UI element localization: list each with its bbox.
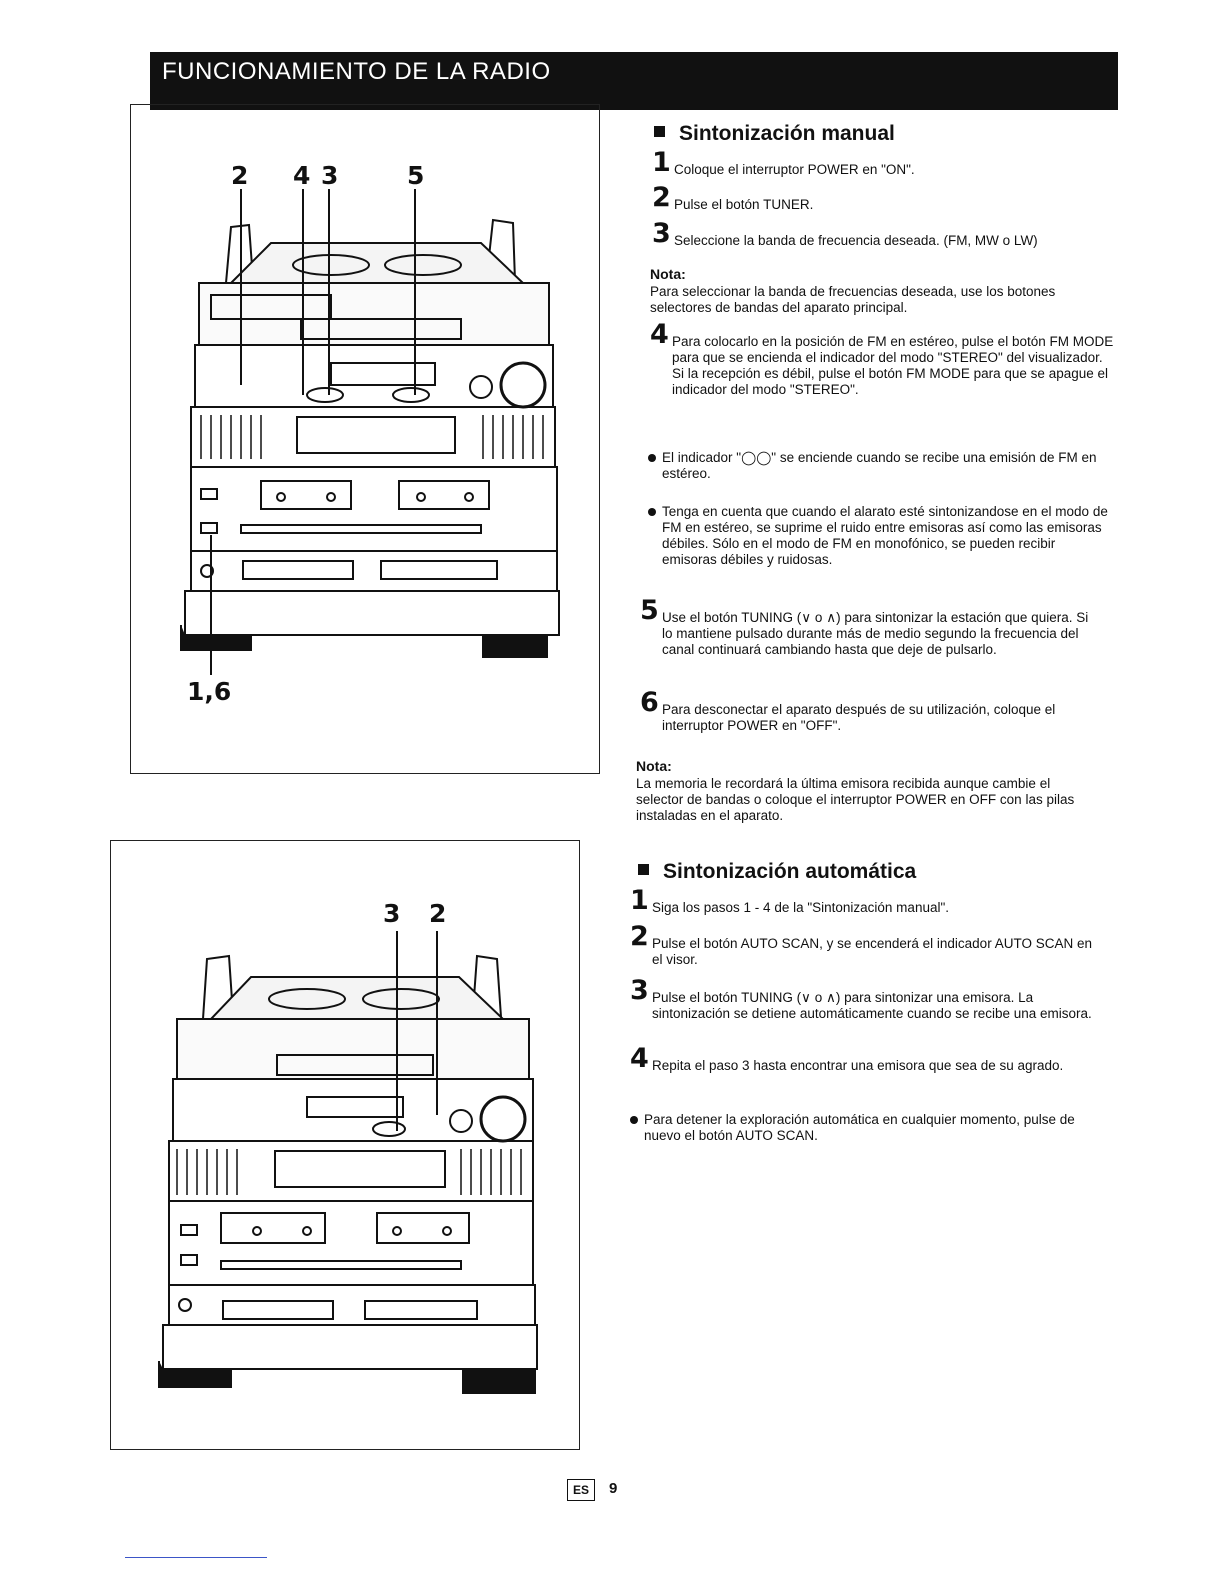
note-text-2: La memoria le recordará la última emisora recibida aunque cambie el selector de bandas o coloque el interruptor POWER en OFF con las pilas instaladas en el aparato. (636, 776, 1075, 823)
note-label-1: Nota: (650, 266, 686, 282)
callout-3: 3 (383, 899, 401, 928)
bottom-rule (125, 1557, 267, 1558)
section-auto-title: Sintonización automática (638, 860, 916, 884)
callout-2: 2 (231, 161, 249, 190)
page-number: 9 (609, 1480, 618, 1497)
note-label-2: Nota: (636, 758, 672, 774)
callout-4: 4 (293, 161, 311, 190)
stereo-drawing-bottom (111, 841, 579, 1449)
language-badge: ES (567, 1479, 595, 1501)
manual-column: 1 Coloque el interruptor POWER en "ON". 2 Pulse el botón TUNER. 3 Seleccione la banda de frecuencia deseada. (FM, MW o LW) Nota: Para seleccionar la banda de frecuencias deseada, use los botones selectores de bandas del aparato principal. 4 Para colocarlo en la posición de FM en estéreo, pulse el botón FM MODE para que se encienda el indicador del modo "STEREO" del visualizador. Si la recepción es débil, pulse el botón FM MODE para que se apague el indicador del modo "STEREO". El indicador "◯◯" se enciende cuando se recibe una emisión de FM en estéreo. Tenga en cuenta que cuando el alarato esté sintonizandose en el modo de FM en estéreo, se suprime el ruido entre emisoras así como las emisoras débiles. Sólo en el modo de FM en monofónico, se pueden recibir emisoras débiles y ruidosas. 5 Use el botón TUNING (∨ o ∧) para sintonizar la estación que quiera. Si lo mantiene pulsado durante más de medio segundo la frecuencia del canal continuará cambiando hasta que deje de pulsarlo. 6 Para desconectar el aparato después de su utilización, coloque el interruptor POWER en "OFF". Nota: La memoria le recordará la última emisora recibida aunque cambie el selector de bandas o coloque el interruptor POWER en OFF con las pilas instaladas en el aparato. (636, 0, 1104, 1584)
stereo-illustration-bottom (110, 840, 580, 1450)
callout-3: 3 (321, 161, 339, 190)
section-manual-title: Sintonización manual (654, 122, 895, 146)
note-text-1: Para seleccionar la banda de frecuencias deseada, use los botones selectores de bandas del aparato principal. (650, 284, 1056, 315)
stereo-drawing-top (131, 105, 599, 773)
page-title: FUNCIONAMIENTO DE LA RADIO (150, 52, 565, 88)
callout-5: 5 (407, 161, 425, 190)
callout-1-6: 1,6 (187, 677, 232, 706)
bullet-dot-icon (630, 1116, 638, 1124)
auto-column: 1 Siga los pasos 1 - 4 de la "Sintonización manual". 2 Pulse el botón AUTO SCAN, y se encenderá el indicador AUTO SCAN en el visor. 3 Pulse el botón TUNING (∨ o ∧) para sintonizar una emisora. La sintonización se detiene automáticamente cuando se recibe una emisora. 4 Repita el paso 3 hasta encontrar una emisora que sea de su agrado. Para detener la exploración automática en cualquier momento, pulse de nuevo el botón AUTO SCAN. (630, 885, 1092, 1143)
stereo-illustration-top (130, 104, 600, 774)
callout-2: 2 (429, 899, 447, 928)
